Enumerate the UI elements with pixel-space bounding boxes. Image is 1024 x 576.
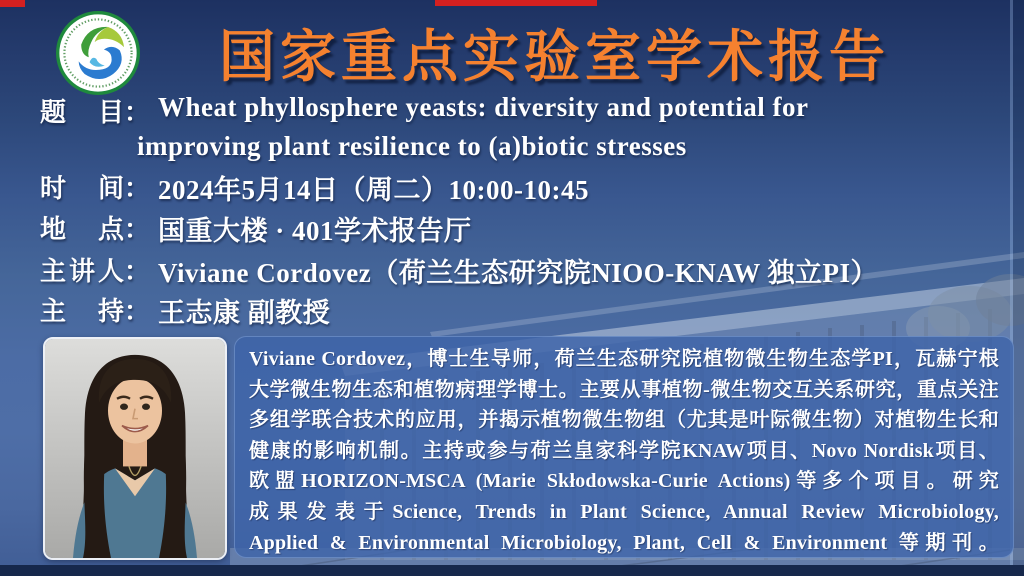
venue-value: 国重大楼 · 401学术报告厅	[158, 216, 472, 246]
topic-value-line1: Wheat phyllosphere yeasts: diversity and potential for	[158, 92, 809, 122]
bio-line: Viviane Cordovez，博士生导师，荷兰生态研究院植物微生物生态学PI，瓦赫宁根	[249, 348, 999, 370]
time-colon: ：	[124, 174, 151, 203]
bio-line: 欧盟HORIZON-MSCA (Marie Skłodowska-Curie Actions)等多个项目。研究	[249, 470, 999, 493]
bio-text	[249, 344, 999, 558]
speaker-label: 主讲人	[40, 257, 124, 286]
right-edge-band	[1013, 0, 1024, 576]
bio-panel	[234, 336, 1014, 558]
venue-colon: ：	[124, 215, 151, 244]
host-colon: ：	[124, 297, 151, 326]
field-row-topic	[40, 92, 809, 129]
top-center-red-accent	[435, 0, 597, 6]
field-row-venue	[40, 209, 472, 248]
topic-colon: ：	[124, 98, 151, 127]
field-row-topic-line2	[40, 131, 687, 162]
host-label: 主持	[40, 297, 124, 326]
topic-label: 题目	[40, 98, 124, 127]
time-label: 时间	[40, 174, 124, 203]
bio-line: 多组学联合技术的应用，并揭示植物微生物组（尤其是叶际微生物）对植物生长和	[249, 409, 999, 432]
time-value: 2024年5月14日（周二）10:00-10:45	[158, 175, 589, 205]
bio-line: 大学微生物生态和植物病理学博士。主要从事植物-微生物交互关系研究，重点关注	[249, 378, 999, 401]
speaker-colon: ：	[124, 257, 151, 286]
speaker-portrait-illustration	[45, 339, 225, 558]
host-value: 王志康 副教授	[158, 298, 331, 328]
bio-line: Applied & Environmental Microbiology, Plant, Cell & Environment 等期刊。	[249, 531, 999, 554]
field-row-speaker	[40, 251, 878, 290]
top-left-red-accent	[0, 0, 25, 7]
bio-line: 健康的影响机制。主持或参与荷兰皇家科学院KNAW项目、Novo Nordisk项目、	[249, 439, 999, 462]
bio-line: 成果发表于Science, Trends in Plant Science, Annual Review Microbiology,	[249, 500, 999, 523]
footer-bar	[0, 565, 1024, 576]
page-title: 国家重点实验室学术报告	[219, 25, 890, 88]
speaker-photo	[43, 337, 227, 560]
venue-label: 地点	[40, 215, 124, 244]
topic-value-line2: improving plant resilience to (a)biotic stresses	[137, 131, 687, 161]
field-row-host	[40, 291, 330, 330]
speaker-value: Viviane Cordovez（荷兰生态研究院NIOO-KNAW 独立PI）	[158, 258, 878, 288]
field-row-time	[40, 168, 589, 207]
